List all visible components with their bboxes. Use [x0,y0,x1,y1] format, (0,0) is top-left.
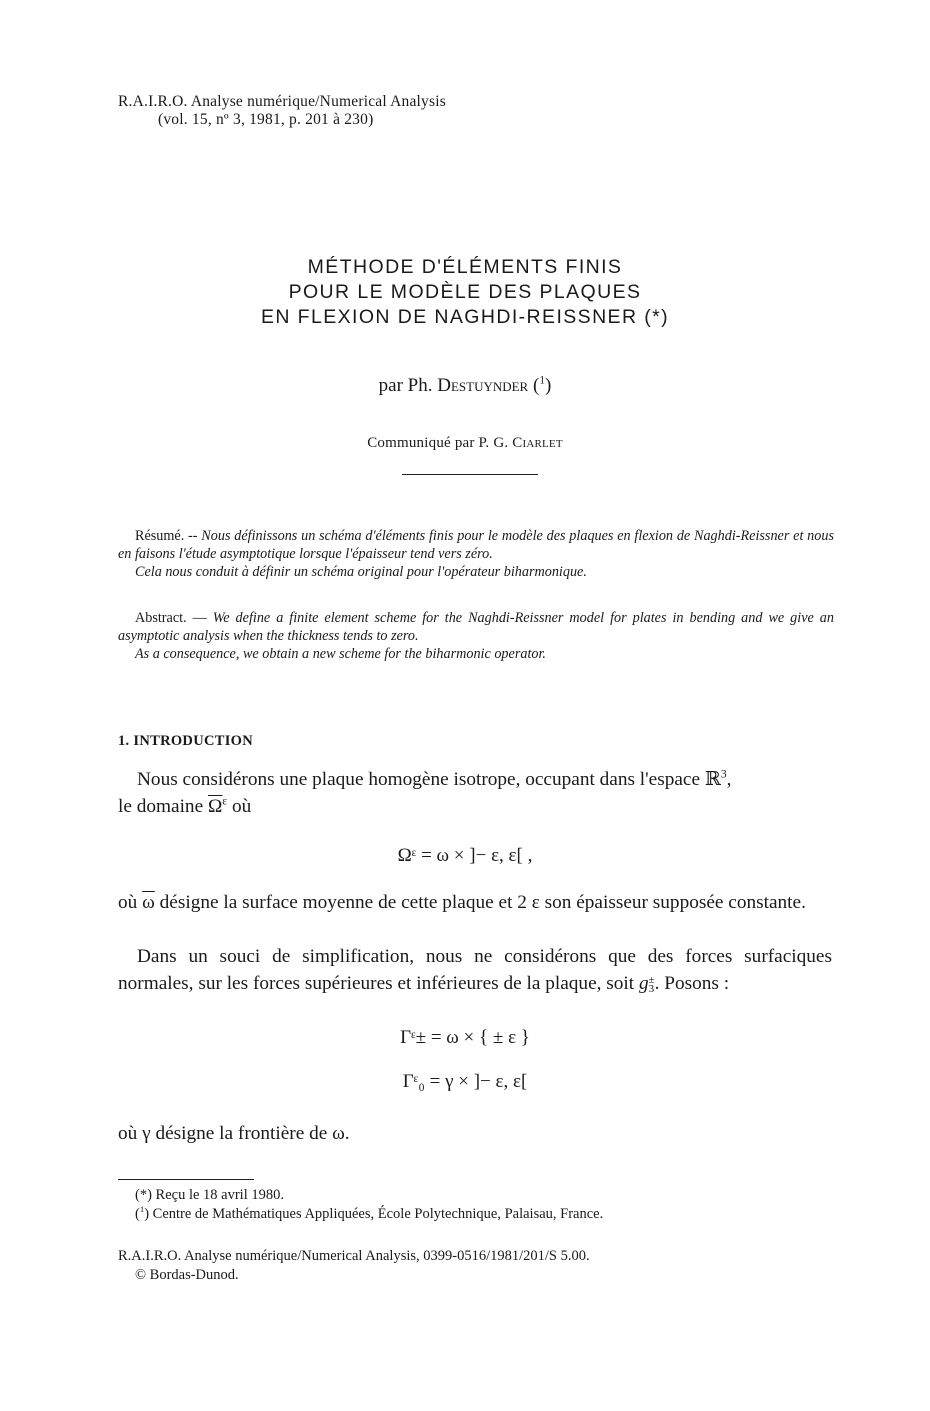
author-note-mark: 1 [539,374,546,387]
footnote-2: ($^1$) Centre de Mathématiques Appliquées, École Polytechnique, Palaisau, France. [135,1204,604,1222]
equation-2: Γᵋ± = ω × { ± ε } [400,1027,530,1048]
resume-para-2 [118,563,834,581]
abstract-para-2 [118,645,834,663]
p3-g: g [638,973,649,994]
abstract-label: Abstract. — [135,610,213,626]
p1-domain-text: le domaine [118,796,208,817]
paragraph-3 [118,943,832,997]
resume-text-1: Nous définissons un schéma d'éléments finis pour le modèle des plaques en flexion de Naghdi-Reissner et nous en faisons l'étude asymptotique lorsque l'épaisseur tend vers zéro. [118,528,834,562]
p1-ou: où [227,796,252,817]
p2-omega-bar: $\overline{\omega}$ [142,892,155,913]
footer-line-1: R.A.I.R.O. Analyse numérique/Numerical Analysis, 0399-0516/1981/201/S 5.00. [118,1248,590,1264]
p1-omega-bar: $\overline{\Omega}$ [207,796,223,817]
p2-text: désigne la surface moyenne de cette plaque et 2 ε son épaisseur supposée constante. [154,892,806,913]
title-divider [402,474,538,475]
author-prefix: par Ph. [378,375,433,396]
author-name: Destuynder [437,375,529,396]
journal-reference [118,93,446,129]
journal-line-2: (vol. 15, nº 3, 1981, p. 201 à 230) [158,111,374,128]
p1-comma: , [726,769,732,790]
resume-block [118,527,834,581]
abstract-text-1: We define a finite element scheme for the Naghdi-Reissner model for plates in bending and we give an asymptotic analysis when the thickness tends to zero. [118,610,834,644]
resume-para-1 [118,527,834,563]
resume-label: Résumé. -- [135,528,202,544]
p3-end: . Posons : [654,973,730,994]
p1-eps-sup: ε [222,794,228,808]
communicated-by [0,435,930,452]
footer-line-2: © Bordas-Dunod. [135,1267,239,1283]
p3-pm: ± [648,973,655,986]
p3-text: Dans un souci de simplification, nous ne considérons que des forces surfaciques normales, sur les forces supérieures et inférieures de la plaque, soit [118,946,832,994]
communicated-text: Communiqué par P. G. [367,435,509,451]
footer [118,1247,590,1285]
footnote-divider [118,1179,254,1180]
section-heading: 1. INTRODUCTION [118,733,254,749]
footnote-2-mark: 1 [139,1204,145,1215]
p1-text: Nous considérons une plaque homogène isotrope, occupant dans l'espace ℝ [137,769,721,790]
paragraph-1 [118,766,832,820]
title-line-2: POUR LE MODÈLE DES PLAQUES [288,281,642,303]
title-line-3: EN FLEXION DE NAGHDI-REISSNER (*) [260,306,670,328]
journal-line-1: R.A.I.R.O. Analyse numérique/Numerical Analysis [118,93,446,110]
paragraph-4: où γ désigne la frontière de ω. [118,1123,350,1144]
paper-title [0,255,930,330]
p1-superscript: 3 [720,767,727,781]
footnote-2-text: Centre de Mathématiques Appliquées, École Polytechnique, Palaisau, France. [152,1206,604,1222]
abstract-text-2: As a consequence, we obtain a new scheme for the biharmonic operator. [135,646,546,662]
communicated-name: Ciarlet [512,435,563,451]
equation-3: Γᵋ₀ = γ × ]− ε, ε[ [402,1071,528,1092]
equation-1: Ωᵋ = ω × ]− ε, ε[ , [397,845,533,866]
abstract-block [118,609,834,663]
abstract-para-1 [118,609,834,645]
p3-sub3: 3 [648,982,655,995]
footnote-1: (*) Reçu le 18 avril 1980. [135,1187,284,1203]
author-line: par Ph. Destuynder ($^1$) [378,374,552,396]
p2-prefix: où [118,892,143,913]
title-line-1: MÉTHODE D'ÉLÉMENTS FINIS [307,256,623,278]
resume-text-2: Cela nous conduit à définir un schéma original pour l'opérateur biharmonique. [135,564,587,580]
paragraph-2 [118,889,832,916]
